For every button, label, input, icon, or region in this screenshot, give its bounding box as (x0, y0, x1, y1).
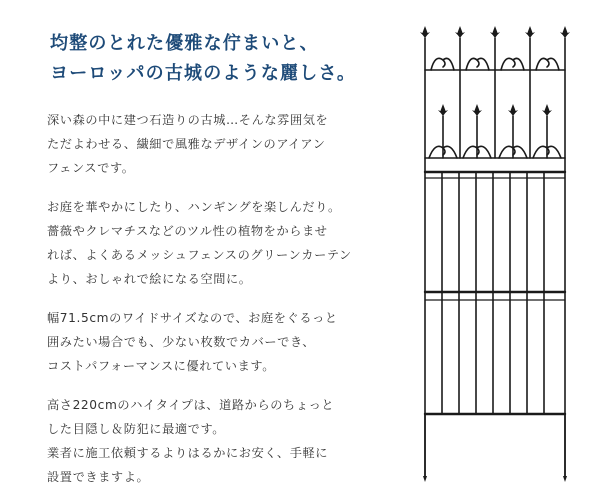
paragraph-line: 深い森の中に建つ石造りの古城…そんな雰囲気を (47, 113, 329, 127)
headline-line-2: ヨーロッパの古城のような麗しさ。 (50, 63, 357, 84)
paragraph-line: コストパフォーマンスに優れています。 (47, 359, 275, 373)
paragraph-3 (47, 306, 407, 378)
headline-line-1: 均整のとれた優雅な佇まいと、 (50, 33, 319, 54)
paragraph-line: より、おしゃれで絵になる空間に。 (47, 272, 252, 286)
paragraph-line: 業者に施工依頼するよりはるかにお安く、手軽に (47, 446, 329, 460)
paragraph-line: ただよわせる、繊細で風雅なデザインのアイアン (47, 137, 326, 151)
description (47, 108, 407, 504)
paragraph-line: 設置できますよ。 (47, 470, 150, 484)
paragraph-4 (47, 393, 407, 489)
paragraph-1 (47, 108, 407, 180)
paragraph-line: フェンスです。 (47, 161, 135, 175)
paragraph-line: れば、よくあるメッシュフェンスのグリーンカーテン (47, 248, 352, 262)
paragraph-line: 幅71.5cmのワイドサイズなので、お庭をぐるっと (47, 311, 338, 325)
iron-fence-image (405, 20, 585, 482)
paragraph-line: 薔薇やクレマチスなどのツル性の植物をからませ (47, 224, 328, 238)
paragraph-line: お庭を華やかにしたり、ハンギングを楽しんだり。 (47, 200, 341, 214)
headline (50, 29, 390, 89)
paragraph-2 (47, 195, 407, 291)
paragraph-line: した目隠し＆防犯に最適です。 (47, 422, 226, 436)
paragraph-line: 高さ220cmのハイタイプは、道路からのちょっと (47, 398, 335, 412)
paragraph-line: 囲みたい場合でも、少ない枚数でカバーでき、 (47, 335, 316, 349)
